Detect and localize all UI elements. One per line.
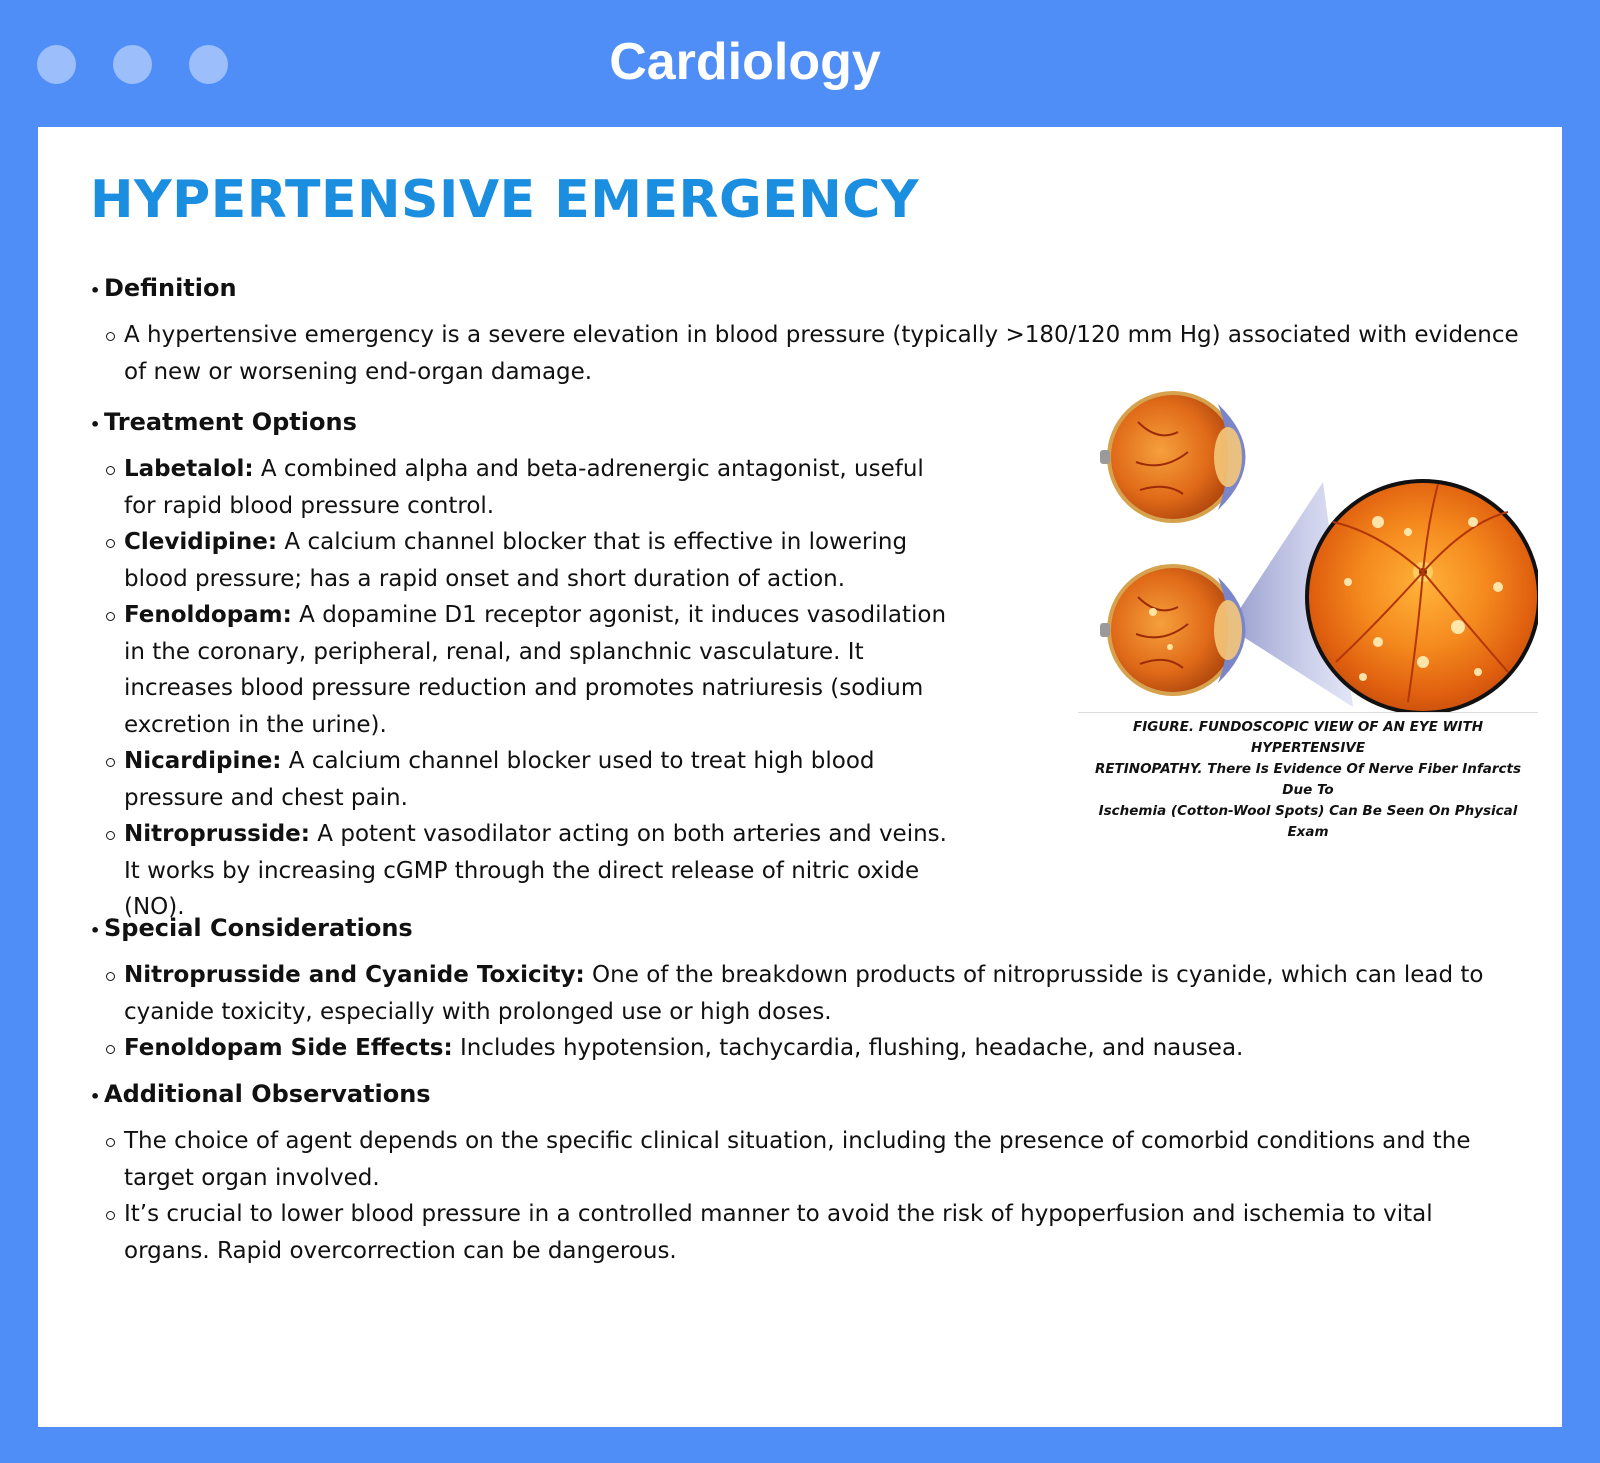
app-title: Cardiology xyxy=(609,33,881,91)
section-heading: • Additional Observations xyxy=(90,1077,1520,1111)
item-term: Fenoldopam Side Effects: xyxy=(124,1035,453,1061)
content-card xyxy=(38,127,1562,1427)
drug-description: A dopamine D1 receptor agonist, it induces vasodilation in the coronary, peripheral, renal, and splanchnic vasculature. It increases blood pressure reduction and promotes natriuresis (sodium excretion in the urine). xyxy=(124,602,947,738)
list-item-nicardipine xyxy=(90,743,950,816)
drug-name: Clevidipine: xyxy=(124,529,278,555)
drug-name: Fenoldopam: xyxy=(124,602,292,628)
page-title: HYPERTENSIVE EMERGENCY xyxy=(90,170,920,230)
section-heading: • Special Considerations xyxy=(90,911,1520,945)
section-special-considerations xyxy=(90,911,1520,1067)
retinopathy-illustration xyxy=(1078,372,1538,712)
list-item-nitroprusside xyxy=(90,816,950,926)
list-item-clevidipine xyxy=(90,524,950,597)
eye-cross-section-normal xyxy=(1100,391,1246,523)
drug-description: A potent vasodilator acting on both arteries and veins. It works by increasing cGMP through the direct release of nitric oxide (NO). xyxy=(124,821,947,920)
caption-line: RETINOPATHY. There Is Evidence Of Nerve Fiber Infarcts Due To xyxy=(1094,761,1522,798)
drug-name: Labetalol: xyxy=(124,456,254,482)
list-item-fenoldopam xyxy=(90,597,950,743)
list-item-cyanide-toxicity xyxy=(90,957,1520,1030)
treatment-list xyxy=(90,451,950,926)
drug-description: A calcium channel blocker that is effective in lowering blood pressure; has a rapid onset and short duration of action. xyxy=(124,529,908,592)
special-considerations-list xyxy=(90,957,1520,1067)
list-item: The choice of agent depends on the specific clinical situation, including the presence of comorbid conditions and the target organ involved. xyxy=(90,1123,1520,1196)
additional-observations-list xyxy=(90,1123,1520,1269)
figure-divider xyxy=(1078,712,1538,713)
caption-line: FIGURE. FUNDOSCOPIC VIEW OF AN EYE WITH HYPERTENSIVE xyxy=(1133,719,1483,756)
list-item-labetalol xyxy=(90,451,950,524)
drug-description: A combined alpha and beta-adrenergic antagonist, useful for rapid blood pressure control. xyxy=(124,456,924,519)
list-item: A hypertensive emergency is a severe elevation in blood pressure (typically >180/120 mm Hg) associated with evidence of new or worsening end-organ damage. xyxy=(90,317,1520,390)
caption-line: Ischemia (Cotton-Wool Spots) Can Be Seen On Physical Exam xyxy=(1098,803,1518,840)
drug-name: Nicardipine: xyxy=(124,748,282,774)
figure-caption xyxy=(1078,717,1538,843)
drug-name: Nitroprusside: xyxy=(124,821,310,847)
section-additional-observations xyxy=(90,1077,1520,1269)
figure xyxy=(1078,372,1538,843)
item-description: One of the breakdown products of nitroprusside is cyanide, which can lead to cyanide toxicity, especially with prolonged use or high doses. xyxy=(124,962,1484,1025)
drug-description: A calcium channel blocker used to treat high blood pressure and chest pain. xyxy=(124,748,875,811)
section-treatment xyxy=(90,405,950,926)
section-heading: • Definition xyxy=(90,271,1520,305)
item-description: Includes hypotension, tachycardia, flushing, headache, and nausea. xyxy=(452,1035,1244,1061)
list-item: It’s crucial to lower blood pressure in a controlled manner to avoid the risk of hypoperfusion and ischemia to vital organs. Rapid overcorrection can be dangerous. xyxy=(90,1196,1520,1269)
list-item-fenoldopam-side-effects xyxy=(90,1030,1520,1067)
section-heading: • Treatment Options xyxy=(90,405,950,439)
item-term: Nitroprusside and Cyanide Toxicity: xyxy=(124,962,585,988)
fundus-magnified-view xyxy=(1305,479,1538,712)
eye-cross-section-retinopathy xyxy=(1100,564,1246,696)
